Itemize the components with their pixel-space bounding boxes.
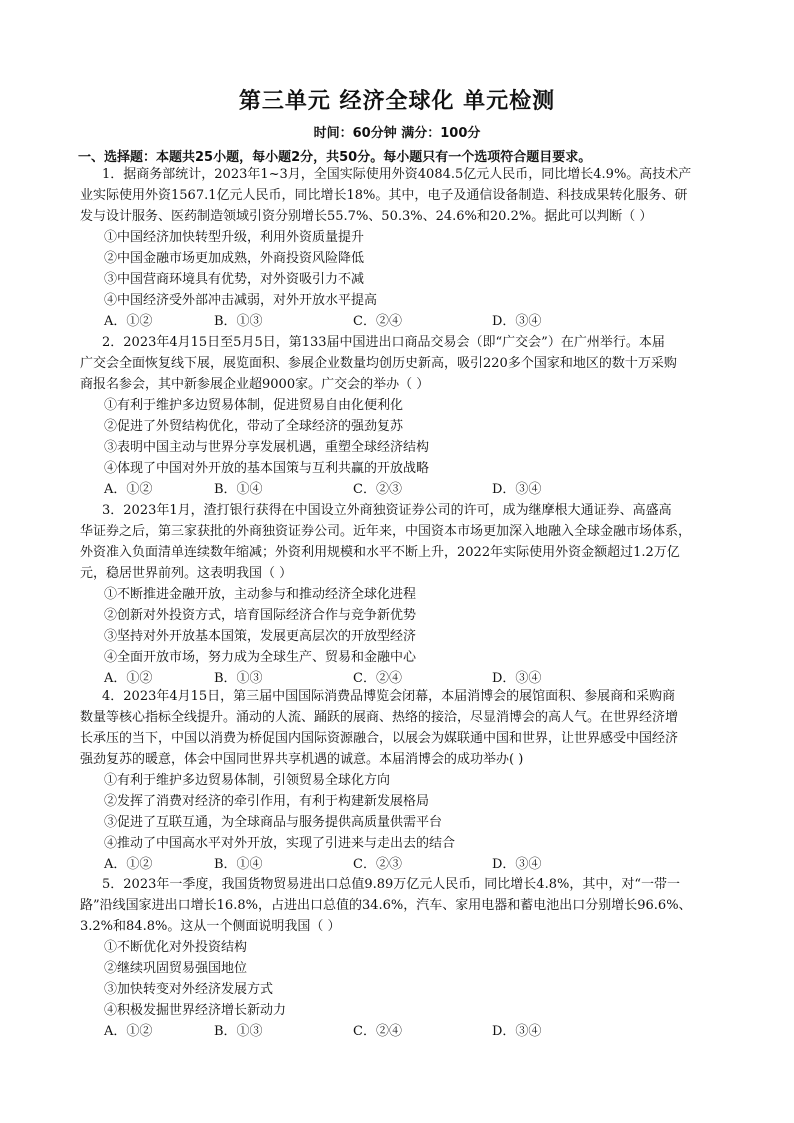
question-4 xyxy=(80,686,720,875)
choice-d: D．③④ xyxy=(492,482,542,497)
exam-info: 时间：60分钟 满分：100分 xyxy=(313,126,481,141)
statement-option: ④推动了中国高水平对外开放，实现了引进来与走出去的结合 xyxy=(104,836,456,851)
question-stem-line: 3.2%和84.8%。这从一个侧面说明我国（ ） xyxy=(80,919,341,934)
statement-option: ①有利于维护多边贸易体制，促进贸易自由化便利化 xyxy=(104,398,404,413)
question-stem-line: 业实际使用外资1567.1亿元人民币，同比增长18%。其中，电子及通信设备制造、科技成果转化服务、研 xyxy=(80,188,688,203)
choice-d: D．③④ xyxy=(492,671,542,686)
choice-d: D．③④ xyxy=(492,857,542,872)
choice-c: C．②③ xyxy=(353,482,402,497)
question-stem-line: 广交会全面恢复线下展，展览面积、参展企业数量均创历史新高，吸引220多个国家和地区的数十万采购 xyxy=(80,356,677,371)
choice-a: A．①② xyxy=(104,482,153,497)
statement-option: ③加快转变对外经济发展方式 xyxy=(104,982,274,997)
choice-b: B．①③ xyxy=(214,671,263,686)
choice-c: C．②④ xyxy=(353,314,402,329)
choice-b: B．①③ xyxy=(214,314,263,329)
question-stem-line: 外资准入负面清单连续数年缩减；外资利用规模和水平不断上升，2022年实际使用外资金额超过1.2万亿 xyxy=(80,545,680,560)
question-stem-line: 强劲复苏的暖意，体会中国同世界共享机遇的诚意。本届消博会的成功举办( ) xyxy=(80,752,524,767)
choice-b: B．①④ xyxy=(214,857,263,872)
statement-option: ③坚持对外开放基本国策，发展更高层次的开放型经济 xyxy=(104,629,417,644)
choice-b: B．①④ xyxy=(214,482,263,497)
choice-c: C．②④ xyxy=(353,1024,402,1039)
question-stem-line: 商报名参会，其中新参展企业超9000家。广交会的举办（ ） xyxy=(80,377,430,392)
choice-a: A．①② xyxy=(104,671,153,686)
question-5 xyxy=(80,874,720,1042)
question-stem-line: 路”沿线国家进出口增长16.8%，占进出口总值的34.6%，汽车、家用电器和蓄电池出口分别增长96.6%、 xyxy=(80,898,692,913)
question-stem-line: 长承压的当下，中国以消费为桥促国内国际资源融合，以展会为媒联通中国和世界，让世界感受中国经济 xyxy=(80,731,679,746)
choice-a: A．①② xyxy=(104,857,153,872)
answer-choices xyxy=(80,854,720,875)
question-stem-line: 4．2023年4月15日，第三届中国国际消费品博览会闭幕，本届消博会的展馆面积、参展商和采购商 xyxy=(102,689,676,704)
question-stem-line: 1．据商务部统计，2023年1~3月，全国实际使用外资4084.5亿元人民币，同比增长4.9%。高技术产 xyxy=(102,167,692,182)
question-stem-line: 华证券之后，第三家获批的外商独资证券公司。近年来，中国资本市场更加深入地融入全球金融市场体系， xyxy=(80,524,692,539)
question-stem-line: 发与设计服务、医药制造领域引资分别增长55.7%、50.3%、24.6%和20.2%。据此可以判断（ ） xyxy=(80,209,653,224)
statement-option: ②创新对外投资方式，培育国际经济合作与竞争新优势 xyxy=(104,608,417,623)
statement-option: ②促进了外贸结构优化，带动了全球经济的强劲复苏 xyxy=(104,419,404,434)
choice-c: C．②④ xyxy=(353,671,402,686)
statement-option: ①不断推进金融开放，主动参与和推动经济全球化进程 xyxy=(104,587,417,602)
statement-option: ②中国金融市场更加成熟，外商投资风险降低 xyxy=(104,251,365,266)
question-stem-line: 5．2023年一季度，我国货物贸易进出口总值9.89万亿元人民币，同比增长4.8%，其中，对“一带一 xyxy=(102,877,680,892)
choice-a: A．①② xyxy=(104,314,153,329)
question-1 xyxy=(80,164,720,332)
statement-option: ③表明中国主动与世界分享发展机遇，重塑全球经济结构 xyxy=(104,440,430,455)
question-3 xyxy=(80,500,720,689)
statement-option: ④中国经济受外部冲击减弱，对外开放水平提高 xyxy=(104,293,378,308)
question-stem-line: 数量等核心指标全线提升。涌动的人流、踊跃的展商、热络的接洽，尽显消博会的高人气。在世界经济增 xyxy=(80,710,679,725)
question-2 xyxy=(80,332,720,500)
choice-d: D．③④ xyxy=(492,1024,542,1039)
statement-option: ②继续巩固贸易强国地位 xyxy=(104,961,248,976)
page-title: 第三单元 经济全球化 单元检测 xyxy=(238,89,556,114)
answer-choices xyxy=(80,479,720,500)
statement-option: ③促进了互联互通，为全球商品与服务提供高质量供需平台 xyxy=(104,815,443,830)
statement-option: ③中国营商环境具有优势，对外资吸引力不减 xyxy=(104,272,365,287)
statement-option: ①有利于维护多边贸易体制，引领贸易全球化方向 xyxy=(104,773,391,788)
choice-b: B．①③ xyxy=(214,1024,263,1039)
question-stem-line: 元，稳居世界前列。这表明我国（ ） xyxy=(80,566,293,581)
choice-c: C．②③ xyxy=(353,857,402,872)
statement-option: ①不断优化对外投资结构 xyxy=(104,940,248,955)
question-stem-line: 3．2023年1月，渣打银行获得在中国设立外商独资证券公司的许可，成为继摩根大通证券、高盛高 xyxy=(102,503,672,518)
statement-option: ④体现了中国对外开放的基本国策与互利共赢的开放战略 xyxy=(104,461,430,476)
choice-d: D．③④ xyxy=(492,314,542,329)
statement-option: ①中国经济加快转型升级，利用外资质量提升 xyxy=(104,230,365,245)
choice-a: A．①② xyxy=(104,1024,153,1039)
question-stem-line: 2．2023年4月15日至5月5日，第133届中国进出口商品交易会（即“广交会”）在广州举行。本届 xyxy=(102,335,665,350)
answer-choices xyxy=(80,311,720,332)
statement-option: ④积极发掘世界经济增长新动力 xyxy=(104,1003,287,1018)
section-heading: 一、选择题：本题共25小题，每小题2分，共50分。每小题只有一个选项符合题目要求。 xyxy=(78,150,592,165)
statement-option: ④全面开放市场，努力成为全球生产、贸易和金融中心 xyxy=(104,650,417,665)
statement-option: ②发挥了消费对经济的牵引作用，有利于构建新发展格局 xyxy=(104,794,430,809)
answer-choices xyxy=(80,1021,720,1042)
